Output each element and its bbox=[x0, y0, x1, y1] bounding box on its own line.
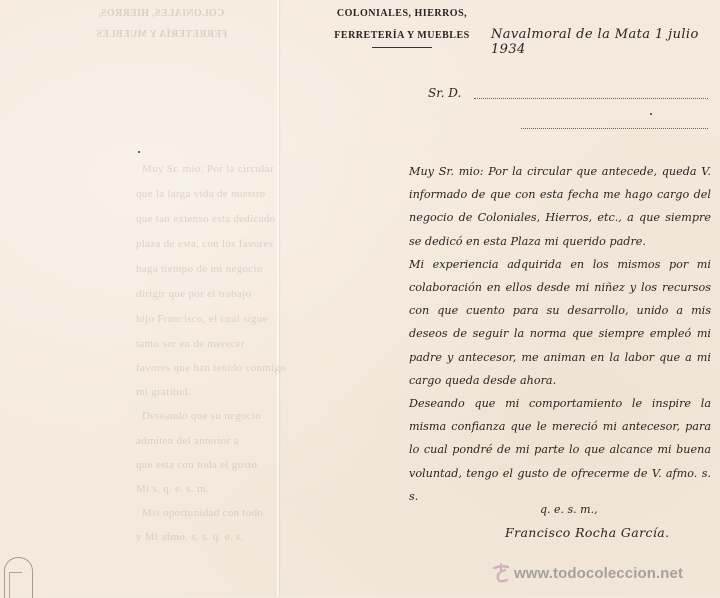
ghost-line: admiten del anterior a bbox=[136, 435, 239, 447]
body-paragraph-2 bbox=[409, 253, 711, 392]
addressee-dotted-line-2 bbox=[521, 128, 708, 129]
ghost-line: Deseando que su negocio bbox=[142, 410, 262, 422]
letterhead bbox=[322, 6, 482, 48]
letter-body bbox=[409, 160, 711, 508]
ink-speck bbox=[138, 151, 140, 153]
body-paragraph-1 bbox=[409, 160, 711, 253]
body-paragraph-3 bbox=[409, 392, 711, 508]
ghost-line: plaza de esta, con los favores bbox=[136, 238, 274, 250]
ghost-line: que tan extenso esta dedicado bbox=[136, 213, 276, 225]
pencil-stamp-inner-mark bbox=[9, 572, 22, 598]
watermark bbox=[492, 563, 683, 583]
ghost-line: Mi s. q. e. s. m. bbox=[136, 483, 209, 495]
ghost-line: haga tiempo de mi negocio bbox=[136, 263, 263, 275]
signature: Francisco Rocha García. bbox=[505, 525, 670, 540]
letterhead-rule bbox=[372, 47, 432, 48]
addressee-dotted-line-1 bbox=[474, 98, 708, 99]
ghost-letterhead-line1: COLONIALES, HIERROS, bbox=[98, 8, 225, 19]
body-paragraph-3-text: Deseando que mi comportamiento le inspire la misma confianza que le mereció mi antecesor, para lo cual pondré de mi parte lo que alcance mi buena voluntad, tengo el gusto de ofrecerme de V. afmo. s. s. bbox=[409, 397, 711, 503]
ghost-line: y Mi afmo. s. s. q. e. s. bbox=[136, 531, 244, 543]
ghost-line: hijo Francisco, el cual sigue bbox=[136, 313, 268, 325]
ghost-line: mi gratitud. bbox=[136, 386, 191, 398]
todocoleccion-logo-icon bbox=[492, 563, 510, 583]
letterhead-line2: FERRETERÍA Y MUEBLES bbox=[334, 30, 470, 41]
ghost-line: tanto ser en de merecer bbox=[136, 338, 245, 350]
ghost-line: que esta con toda el gusto bbox=[136, 459, 258, 471]
date-line: Navalmoral de la Mata 1 julio 1934 bbox=[491, 27, 699, 57]
watermark-text: www.todocoleccion.net bbox=[514, 564, 684, 582]
addressee-label: Sr. D. bbox=[428, 86, 462, 100]
body-paragraph-1-text: Muy Sr. mio: Por la circular que antecede, queda V. informado de que con esta fecha me hago cargo del negocio de Coloniales, Hierros, etc., a que siempre se dedicó en esta Plaza mi querido padre. bbox=[409, 165, 711, 248]
paper-fold-line bbox=[277, 0, 279, 597]
ink-speck bbox=[650, 113, 652, 115]
ghost-line: que la larga vida de nuestro bbox=[136, 188, 266, 200]
ghost-line: Muy Sr. mío: Por la circular bbox=[142, 163, 274, 175]
letterhead-line1: COLONIALES, HIERROS, bbox=[336, 8, 468, 19]
closing-formula: q. e. s. m., bbox=[540, 503, 598, 516]
ghost-line: favores que han tenido conmigo bbox=[136, 362, 287, 374]
ghost-line: Mis oportunidad con todo bbox=[142, 507, 264, 519]
ghost-line: dirigir que por el trabajo bbox=[136, 288, 252, 300]
ghost-letterhead-line2: FERRETERÍA Y MUEBLES bbox=[96, 29, 228, 40]
body-paragraph-2-text: Mi experiencia adquirida en los mismos por mi colaboración en ellos desde mi niñez y los recursos con que cuento para su desarrollo, unido a mis deseos de seguir la norma que siempre empleó mi padre y antecesor, me animan en la labor que a mi cargo queda desde ahora. bbox=[409, 257, 711, 387]
